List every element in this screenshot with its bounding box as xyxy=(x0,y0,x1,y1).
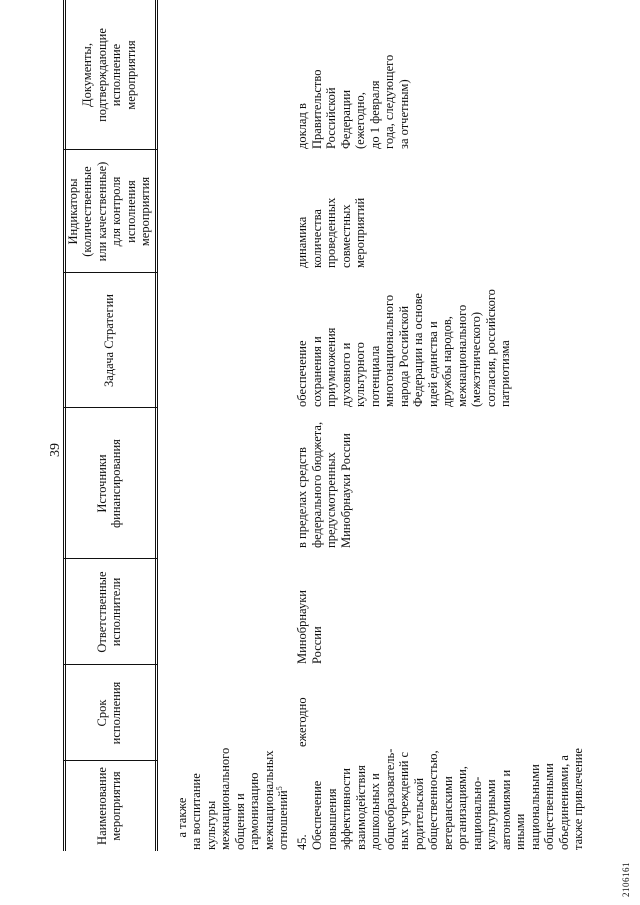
row-45-term: ежегодно xyxy=(295,697,309,747)
table-header-bottom-2 xyxy=(157,0,158,851)
row-45-financing: в пределах средств федерального бюджета, предусмотренных Минобрнауки России xyxy=(295,421,353,548)
header-documents: Документы, подтверждающие исполнение мероприятия xyxy=(80,28,138,122)
table-border-top xyxy=(63,0,64,851)
header-indicators: Индикаторы (количественные или качественные) для контроля исполнения мероприятия xyxy=(65,161,152,262)
header-name: Наименование мероприятия xyxy=(94,767,123,845)
header-executors: Ответственные исполнители xyxy=(94,571,123,653)
row-45-strategy-task: обеспечение сохранения и приумножения духовного и культурного потенциала многонационального народа Российской Федерации на основе идей единства и дружбы народов, межнационального (межэтнического) согласия, российского патриотизма xyxy=(295,289,512,407)
row-number: 45. xyxy=(295,834,309,850)
table-header-bottom xyxy=(155,0,156,851)
header-financing: Источники финансирования xyxy=(94,439,123,528)
row-45-name: Обеспечение повышения эффективности взаимодействия дошкольных и общеобразователь- ных учреждений с родительской общественностью, ветеранскими организациями, национально- культурными автономиями и иными национальными общественными объединениями, а также привлечение xyxy=(310,748,585,850)
header-strategy-task: Задача Стратегии xyxy=(101,294,116,387)
continued-row-text: а также на воспитание культуры межнационального общения и гармонизацию межнациональных отношений xyxy=(174,747,290,850)
footnote-mark: 5 xyxy=(274,786,284,791)
document-code: 2106161 xyxy=(621,862,631,897)
row-45-executors: Минобрнауки России xyxy=(295,590,324,664)
header-term: Срок исполнения xyxy=(94,681,123,745)
row-45-documents: доклад в Правительство Российской Федерации (ежегодно, до 1 февраля года, следующего за отчетным) xyxy=(295,54,411,149)
continued-row-name xyxy=(160,748,305,850)
row-45-indicators: динамика количества проведенных совместных мероприятий xyxy=(295,197,367,268)
page-number: 39 xyxy=(48,443,63,457)
